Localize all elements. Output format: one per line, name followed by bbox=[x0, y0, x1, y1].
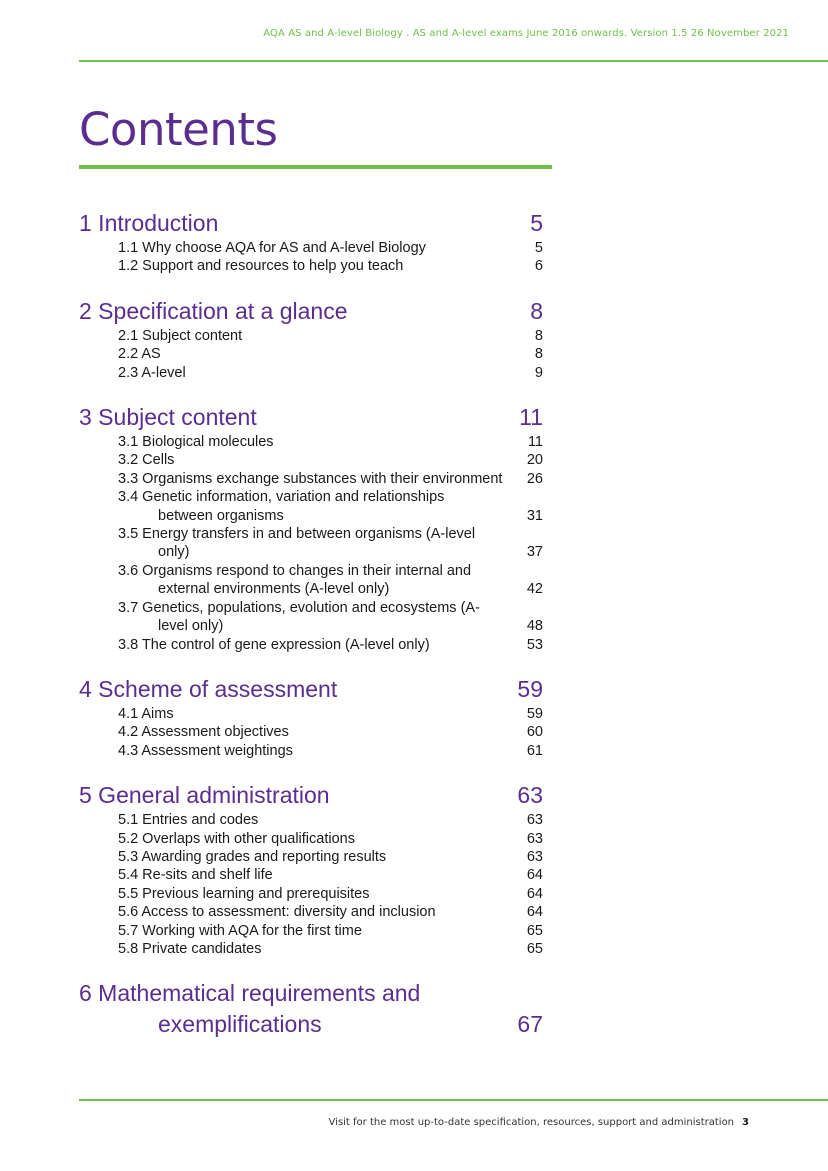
toc-entry[interactable] bbox=[79, 940, 543, 958]
footer-text: Visit for the most up-to-date specification, resources, support and administration bbox=[328, 1117, 735, 1128]
toc-entry-title: 4.1 Aims bbox=[118, 705, 174, 722]
toc-section-heading[interactable] bbox=[79, 296, 543, 327]
table-of-contents bbox=[79, 208, 543, 1060]
toc-entry[interactable] bbox=[79, 599, 543, 636]
toc-entry[interactable] bbox=[79, 488, 543, 525]
toc-entry-title: 3.6 Organisms respond to changes in their internal and external environments (A-level only) bbox=[118, 562, 472, 598]
toc-entry-title: 3.1 Biological molecules bbox=[118, 434, 274, 451]
toc-entry-page: 11 bbox=[527, 434, 543, 451]
toc-entry-title: 3.8 The control of gene expression (A-level only) bbox=[118, 636, 430, 653]
toc-entry[interactable] bbox=[79, 723, 543, 741]
toc-section-title: 4 Scheme of assessment bbox=[79, 675, 338, 702]
toc-entry-page: 20 bbox=[526, 452, 543, 469]
toc-entry-page: 63 bbox=[526, 848, 543, 865]
toc-section-page: 67 bbox=[517, 1011, 543, 1038]
toc-entry[interactable] bbox=[79, 922, 543, 940]
toc-entry-title: 3.7 Genetics, populations, evolution and ecosystems (A-level only) bbox=[118, 599, 480, 635]
toc-entry-title: 4.3 Assessment weightings bbox=[118, 742, 293, 759]
running-footer bbox=[329, 1117, 749, 1128]
toc-section-title: 5 General administration bbox=[79, 782, 330, 809]
toc-entry-page: 63 bbox=[526, 830, 543, 847]
toc-entry[interactable] bbox=[79, 705, 543, 723]
toc-section-page: 5 bbox=[530, 210, 543, 236]
toc-section-heading[interactable] bbox=[79, 780, 543, 811]
toc-section-title: 6 Mathematical requirements and exemplifications bbox=[79, 980, 421, 1038]
toc-section-heading[interactable] bbox=[79, 674, 543, 705]
toc-entry-page: 42 bbox=[526, 581, 543, 598]
toc-entry-title: 2.3 A-level bbox=[118, 364, 186, 381]
toc-entry-page: 64 bbox=[526, 885, 543, 902]
toc-entry-page: 53 bbox=[526, 636, 543, 653]
toc-entry-page: 8 bbox=[534, 346, 543, 363]
toc-section-title: 2 Specification at a glance bbox=[79, 297, 348, 324]
toc-section bbox=[79, 208, 543, 276]
toc-entry-page: 64 bbox=[526, 867, 543, 884]
running-header: AQA AS and A-level Biology . AS and A-level exams June 2016 onwards. Version 1.5 26 November 2021 bbox=[263, 28, 789, 39]
toc-entry[interactable] bbox=[79, 903, 543, 921]
toc-section-heading[interactable] bbox=[79, 402, 543, 433]
toc-section bbox=[79, 780, 543, 958]
toc-entry-page: 64 bbox=[526, 904, 543, 921]
footer-page-number: 3 bbox=[742, 1117, 749, 1128]
toc-entry[interactable] bbox=[79, 345, 543, 363]
toc-entry-page: 26 bbox=[526, 470, 543, 487]
toc-section-title: 1 Introduction bbox=[79, 210, 219, 236]
toc-entry[interactable] bbox=[79, 257, 543, 275]
toc-entry-title: 5.3 Awarding grades and reporting results bbox=[118, 848, 387, 865]
toc-section-page: 8 bbox=[530, 297, 543, 324]
toc-entry[interactable] bbox=[79, 830, 543, 848]
toc-entry-title: 5.8 Private candidates bbox=[118, 940, 262, 957]
toc-entry-title: 3.4 Genetic information, variation and relationships between organisms bbox=[118, 489, 445, 524]
toc-entry-page: 6 bbox=[534, 258, 543, 275]
toc-entry[interactable] bbox=[79, 848, 543, 866]
toc-entry-page: 8 bbox=[534, 327, 543, 344]
toc-entry-title: 4.2 Assessment objectives bbox=[118, 724, 289, 741]
toc-entry-page: 65 bbox=[526, 922, 543, 939]
toc-entry-title: 5.7 Working with AQA for the first time bbox=[118, 922, 362, 939]
toc-entry[interactable] bbox=[79, 742, 543, 760]
toc-section bbox=[79, 296, 543, 382]
toc-entry-title: 2.1 Subject content bbox=[118, 327, 243, 344]
toc-entry-title: 1.1 Why choose AQA for AS and A-level Biology bbox=[118, 240, 426, 256]
toc-section-heading[interactable] bbox=[79, 208, 543, 239]
toc-entry-title: 3.5 Energy transfers in and between organisms (A-level only) bbox=[118, 526, 476, 561]
toc-entry-page: 60 bbox=[526, 724, 543, 741]
header-divider bbox=[79, 60, 828, 62]
toc-section-title: 3 Subject content bbox=[79, 404, 257, 431]
toc-entry-page: 61 bbox=[526, 742, 543, 759]
toc-entry-title: 2.2 AS bbox=[118, 346, 161, 363]
toc-entry-page: 59 bbox=[526, 705, 543, 722]
toc-entry-title: 3.2 Cells bbox=[118, 452, 175, 469]
toc-section-page: 63 bbox=[517, 782, 543, 809]
toc-section-heading[interactable] bbox=[79, 978, 543, 1040]
toc-section bbox=[79, 674, 543, 760]
toc-entry[interactable] bbox=[79, 885, 543, 903]
toc-entry-page: 5 bbox=[534, 240, 543, 256]
toc-entry-title: 5.1 Entries and codes bbox=[118, 812, 259, 829]
toc-entry-page: 63 bbox=[526, 812, 543, 829]
toc-section bbox=[79, 978, 543, 1040]
toc-entry[interactable] bbox=[79, 433, 543, 451]
toc-entry[interactable] bbox=[79, 636, 543, 654]
footer-divider bbox=[79, 1099, 828, 1101]
toc-entry-page: 9 bbox=[534, 364, 543, 381]
toc-entry[interactable] bbox=[79, 562, 543, 599]
toc-entry[interactable] bbox=[79, 364, 543, 382]
toc-entry[interactable] bbox=[79, 239, 543, 257]
toc-entry-title: 1.2 Support and resources to help you teach bbox=[118, 258, 404, 275]
toc-entry-title: 5.4 Re-sits and shelf life bbox=[118, 867, 273, 884]
toc-entry[interactable] bbox=[79, 470, 543, 488]
toc-entry[interactable] bbox=[79, 451, 543, 469]
toc-entry-title: 5.2 Overlaps with other qualifications bbox=[118, 830, 355, 847]
toc-section-page: 11 bbox=[519, 404, 543, 431]
toc-entry-title: 3.3 Organisms exchange substances with their environment bbox=[118, 470, 503, 487]
toc-entry-title: 5.6 Access to assessment: diversity and inclusion bbox=[118, 904, 436, 921]
toc-entry[interactable] bbox=[79, 811, 543, 829]
toc-entry-page: 31 bbox=[526, 507, 543, 524]
toc-section-page: 59 bbox=[517, 675, 543, 702]
toc-entry-page: 48 bbox=[526, 618, 543, 635]
toc-entry-title: 5.5 Previous learning and prerequisites bbox=[118, 885, 370, 902]
toc-section bbox=[79, 402, 543, 654]
toc-entry[interactable] bbox=[79, 525, 543, 562]
toc-entry-page: 65 bbox=[526, 940, 543, 957]
toc-entry[interactable] bbox=[79, 327, 543, 345]
page-title: Contents bbox=[79, 103, 278, 156]
toc-entry-page: 37 bbox=[526, 544, 543, 561]
title-underline bbox=[79, 165, 552, 169]
toc-entry[interactable] bbox=[79, 866, 543, 884]
